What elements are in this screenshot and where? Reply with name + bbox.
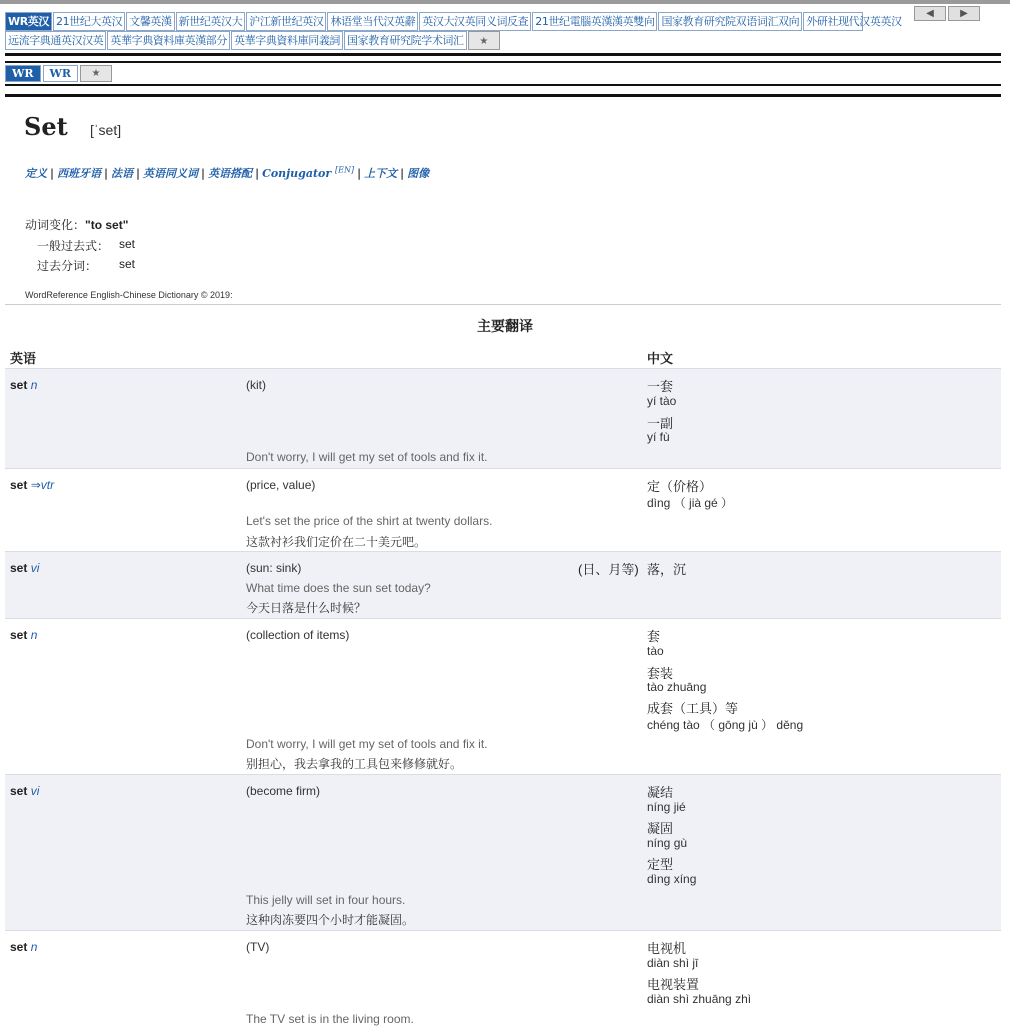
dict-tab-new-century[interactable]: 新世纪英汉大 <box>176 12 246 31</box>
dict-tab-hujiang[interactable]: 沪江新世纪英汉 <box>246 12 326 31</box>
part-of-speech: n <box>30 940 38 954</box>
example-translation: 别担心，我去拿我的工具包来修修就好。 <box>246 757 463 771</box>
part-of-speech: vi <box>30 784 40 798</box>
dict-tab-yinghua-synonyms[interactable]: 英華字典資料庫同義詞 <box>231 31 343 50</box>
translation-zh: 一副 <box>647 416 674 431</box>
wr-favorite-star-icon[interactable]: ★ <box>80 65 112 82</box>
translation-pinyin: chéng tào （ gōng jù ） děng <box>647 718 804 732</box>
translation-pinyin: diàn shì zhuāng zhì <box>647 992 752 1006</box>
conjugator-lang-tag: [EN] <box>335 165 355 175</box>
translation-row <box>5 774 1001 930</box>
translation-zh: 落，沉 <box>647 562 687 577</box>
entry-word <box>10 940 37 954</box>
tab-scroll-right-icon[interactable]: ▶ <box>948 6 980 21</box>
link-definition[interactable]: 定义 <box>25 167 47 180</box>
divider <box>5 53 1001 56</box>
row-border <box>5 618 1001 619</box>
part-of-speech: n <box>30 378 38 392</box>
dict-tab-naer-academic[interactable]: 国家教育研究院学术词汇 <box>344 31 467 50</box>
past-label: 一般过去式： <box>37 239 110 253</box>
headword: Set <box>24 112 68 141</box>
translation-pinyin: níng gù <box>647 836 688 850</box>
translation-pinyin: yí fù <box>647 430 670 444</box>
row-border <box>5 368 1001 369</box>
translation-pinyin: tào <box>647 644 664 658</box>
separator: | <box>104 167 109 180</box>
past-participle-label: 过去分词： <box>37 259 98 273</box>
translation-pinyin: dìng （ jià gé ） <box>647 496 734 510</box>
translation-zh: 凝结 <box>647 785 674 800</box>
dictionary-tab-row-1 <box>5 12 1005 31</box>
separator: | <box>400 167 405 180</box>
entry-term: set <box>10 940 28 954</box>
translation-pinyin: níng jié <box>647 800 686 814</box>
sense-label: (TV) <box>246 940 270 954</box>
wr-tab-1[interactable]: WR <box>5 65 41 82</box>
dict-tab-wr-en-zh[interactable]: WR英汉 <box>5 12 52 31</box>
separator: | <box>201 167 206 180</box>
entry-term: set <box>10 378 28 392</box>
dict-tab-yinghua-en-zh[interactable]: 英華字典資料庫英漢部分 <box>107 31 230 50</box>
translation-row <box>5 468 1001 551</box>
example-sentence: Don't worry, I will get my set of tools and fix it. <box>246 450 488 464</box>
separator: | <box>136 167 141 180</box>
conjugation-label: 动词变化： <box>25 218 86 232</box>
divider <box>5 61 1001 63</box>
sense-label: (collection of items) <box>246 628 350 642</box>
column-header-chinese: 中文 <box>647 351 674 366</box>
row-border <box>5 468 1001 469</box>
translation-zh: 电视装置 <box>647 977 700 992</box>
dictionary-tab-row-2 <box>5 31 1005 50</box>
dict-tab-fltrp[interactable]: 外研社现代汉英英汉 <box>803 12 863 31</box>
link-spanish[interactable]: 西班牙语 <box>57 167 102 180</box>
conjugation-past-participle <box>37 257 136 274</box>
translation-zh: 套 <box>647 629 661 644</box>
wr-tab-bar <box>5 65 112 82</box>
translation-pinyin: yí tào <box>647 394 677 408</box>
row-border <box>5 551 1001 552</box>
entry-word <box>10 628 37 642</box>
translation-row <box>5 618 1001 774</box>
example-translation: 今天日落是什么时候？ <box>246 601 367 615</box>
link-synonyms[interactable]: 英语同义词 <box>143 167 199 180</box>
example-sentence: Let's set the price of the shirt at twenty dollars. <box>246 514 493 528</box>
conjugation-heading <box>25 216 128 233</box>
divider <box>5 304 1001 305</box>
link-french[interactable]: 法语 <box>111 167 134 180</box>
translation-zh: 凝固 <box>647 821 674 836</box>
dict-tab-computer[interactable]: 21世纪電腦英漢漢英雙向 <box>532 12 657 31</box>
dict-tab-synonym-reverse[interactable]: 英汉大汉英同义词反查 <box>419 12 531 31</box>
example-sentence: What time does the sun set today? <box>246 581 431 595</box>
entry-word <box>10 378 37 392</box>
translation-zh: 一套 <box>647 379 674 394</box>
pronunciation: [ˈset] <box>90 122 122 138</box>
example-sentence: The TV set is in the living room. <box>246 1012 414 1026</box>
divider <box>5 84 1001 86</box>
row-border <box>5 774 1001 775</box>
conjugator-label: Conjugator <box>262 167 332 180</box>
entry-term: set <box>10 784 28 798</box>
dict-tab-21st-century[interactable]: 21世纪大英汉 <box>53 12 125 31</box>
dict-tab-yuanliu[interactable]: 远流字典通英汉汉英 <box>5 31 106 50</box>
translation-pinyin: tào zhuāng <box>647 680 707 694</box>
translation-pinyin: diàn shì jī <box>647 956 699 970</box>
past-participle-value: set <box>119 257 136 271</box>
translation-zh: 定（价格） <box>647 479 713 494</box>
section-links <box>25 165 429 181</box>
entry-word <box>10 561 39 575</box>
sense-label: (sun: sink) <box>246 561 302 575</box>
translation-zh: 电视机 <box>647 941 687 956</box>
sense-label: (kit) <box>246 378 266 392</box>
example-translation: 这款衬衫我们定价在二十美元吧。 <box>246 535 427 549</box>
copyright: WordReference English-Chinese Dictionary © 2019: <box>25 290 233 300</box>
dictionary-tab-bar <box>5 12 1005 50</box>
separator: | <box>50 167 55 180</box>
translation-pinyin: dìng xíng <box>647 872 697 886</box>
separator: | <box>255 167 260 180</box>
dict-tab-naer-bilingual[interactable]: 国家教育研究院双语词汇双向 <box>658 12 802 31</box>
translation-zh: 成套（工具）等 <box>647 701 739 716</box>
link-conjugator[interactable] <box>262 167 354 180</box>
link-images[interactable]: 图像 <box>407 167 430 180</box>
sense-label: (price, value) <box>246 478 316 492</box>
example-sentence: This jelly will set in four hours. <box>246 893 406 907</box>
entry-word <box>10 478 54 492</box>
conjugation-verb: "to set" <box>85 218 129 232</box>
section-title: 主要翻译 <box>477 318 533 334</box>
dict-tab-wenxin[interactable]: 文馨英漢 <box>126 12 174 31</box>
example-translation: 这种肉冻要四个小时才能凝固。 <box>246 913 415 927</box>
translation-zh: 套装 <box>647 666 674 681</box>
link-collocations[interactable]: 英语搭配 <box>208 167 253 180</box>
entry-word <box>10 784 39 798</box>
past-value: set <box>119 237 136 251</box>
entry-term: set <box>10 478 28 492</box>
link-context[interactable]: 上下文 <box>364 167 398 180</box>
translation-zh: 定型 <box>647 857 674 872</box>
part-of-speech: n <box>30 628 38 642</box>
row-border <box>5 930 1001 931</box>
part-of-speech: vi <box>30 561 40 575</box>
entry-term: set <box>10 628 28 642</box>
translation-row <box>5 930 1001 1024</box>
dict-favorite-star-icon[interactable]: ★ <box>468 31 500 50</box>
sense-label: (become firm) <box>246 784 321 798</box>
translation-qualifier: (日、月等) <box>578 562 639 577</box>
column-header-english: 英语 <box>10 351 37 366</box>
translation-row <box>5 368 1001 468</box>
entry-term: set <box>10 561 28 575</box>
example-sentence: Don't worry, I will get my set of tools and fix it. <box>246 737 488 751</box>
conjugation-past <box>37 237 136 254</box>
tab-scroll-left-icon[interactable]: ◀ <box>914 6 946 21</box>
window-top-border <box>0 0 1010 4</box>
translation-row <box>5 551 1001 618</box>
wr-tab-2[interactable]: WR <box>43 65 79 82</box>
tab-scroll-buttons <box>912 6 980 21</box>
divider <box>5 94 1001 97</box>
part-of-speech[interactable]: ⇒vtr <box>30 478 55 492</box>
separator: | <box>357 167 362 180</box>
dict-tab-lin-yutang[interactable]: 林语堂当代汉英辭 <box>327 12 418 31</box>
